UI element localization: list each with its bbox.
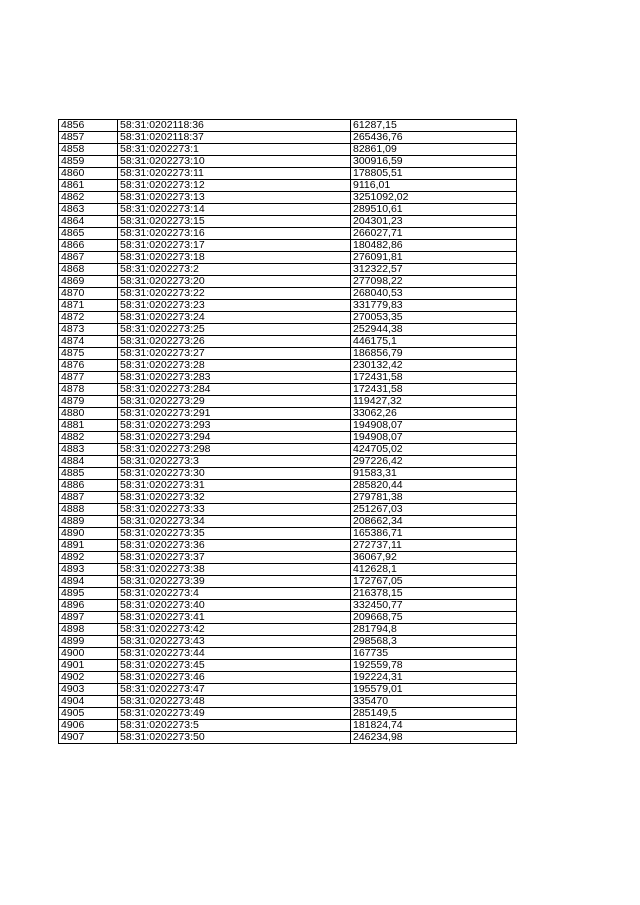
row-number-cell: 4889 <box>59 516 118 528</box>
row-number-cell: 4905 <box>59 708 118 720</box>
row-number-cell: 4867 <box>59 252 118 264</box>
cadastral-number-cell: 58:31:0202273:50 <box>118 732 351 744</box>
cadastral-number-cell: 58:31:0202273:15 <box>118 216 351 228</box>
value-cell: 276091,81 <box>351 252 517 264</box>
cadastral-number-cell: 58:31:0202273:22 <box>118 288 351 300</box>
table-row <box>59 576 517 588</box>
cadastral-number-cell: 58:31:0202273:37 <box>118 552 351 564</box>
cadastral-number-cell: 58:31:0202273:29 <box>118 396 351 408</box>
cadastral-number-cell: 58:31:0202273:26 <box>118 336 351 348</box>
row-number-cell: 4882 <box>59 432 118 444</box>
row-number-cell: 4902 <box>59 672 118 684</box>
table-body <box>59 120 517 744</box>
table-row <box>59 324 517 336</box>
value-cell: 172431,58 <box>351 384 517 396</box>
value-cell: 246234,98 <box>351 732 517 744</box>
table-row <box>59 720 517 732</box>
table-row <box>59 216 517 228</box>
value-cell: 312322,57 <box>351 264 517 276</box>
row-number-cell: 4884 <box>59 456 118 468</box>
cadastral-number-cell: 58:31:0202273:46 <box>118 672 351 684</box>
row-number-cell: 4857 <box>59 132 118 144</box>
table-row <box>59 168 517 180</box>
cadastral-number-cell: 58:31:0202273:45 <box>118 660 351 672</box>
value-cell: 192224,31 <box>351 672 517 684</box>
value-cell: 192559,78 <box>351 660 517 672</box>
value-cell: 9116,01 <box>351 180 517 192</box>
table-row <box>59 228 517 240</box>
cadastral-number-cell: 58:31:0202273:38 <box>118 564 351 576</box>
table-row <box>59 552 517 564</box>
table-row <box>59 672 517 684</box>
value-cell: 3251092,02 <box>351 192 517 204</box>
row-number-cell: 4862 <box>59 192 118 204</box>
cadastral-number-cell: 58:31:0202273:298 <box>118 444 351 456</box>
table-row <box>59 144 517 156</box>
row-number-cell: 4861 <box>59 180 118 192</box>
value-cell: 424705,02 <box>351 444 517 456</box>
value-cell: 194908,07 <box>351 432 517 444</box>
row-number-cell: 4894 <box>59 576 118 588</box>
cadastral-number-cell: 58:31:0202273:14 <box>118 204 351 216</box>
cadastral-number-cell: 58:31:0202273:42 <box>118 624 351 636</box>
row-number-cell: 4890 <box>59 528 118 540</box>
cadastral-number-cell: 58:31:0202273:31 <box>118 480 351 492</box>
row-number-cell: 4898 <box>59 624 118 636</box>
cadastral-number-cell: 58:31:0202273:43 <box>118 636 351 648</box>
table-row <box>59 456 517 468</box>
row-number-cell: 4873 <box>59 324 118 336</box>
row-number-cell: 4897 <box>59 612 118 624</box>
value-cell: 285149,5 <box>351 708 517 720</box>
table-row <box>59 696 517 708</box>
value-cell: 91583,31 <box>351 468 517 480</box>
cadastral-number-cell: 58:31:0202273:1 <box>118 144 351 156</box>
cadastral-number-cell: 58:31:0202273:10 <box>118 156 351 168</box>
value-cell: 335470 <box>351 696 517 708</box>
cadastral-number-cell: 58:31:0202273:25 <box>118 324 351 336</box>
row-number-cell: 4864 <box>59 216 118 228</box>
row-number-cell: 4858 <box>59 144 118 156</box>
table-row <box>59 612 517 624</box>
row-number-cell: 4900 <box>59 648 118 660</box>
row-number-cell: 4903 <box>59 684 118 696</box>
value-cell: 194908,07 <box>351 420 517 432</box>
table-row <box>59 516 517 528</box>
value-cell: 178805,51 <box>351 168 517 180</box>
value-cell: 209668,75 <box>351 612 517 624</box>
row-number-cell: 4859 <box>59 156 118 168</box>
row-number-cell: 4906 <box>59 720 118 732</box>
row-number-cell: 4865 <box>59 228 118 240</box>
value-cell: 446175,1 <box>351 336 517 348</box>
value-cell: 172767,05 <box>351 576 517 588</box>
row-number-cell: 4901 <box>59 660 118 672</box>
row-number-cell: 4904 <box>59 696 118 708</box>
value-cell: 268040,53 <box>351 288 517 300</box>
value-cell: 180482,86 <box>351 240 517 252</box>
row-number-cell: 4866 <box>59 240 118 252</box>
row-number-cell: 4899 <box>59 636 118 648</box>
row-number-cell: 4868 <box>59 264 118 276</box>
table-row <box>59 312 517 324</box>
value-cell: 412628,1 <box>351 564 517 576</box>
cadastral-number-cell: 58:31:0202273:291 <box>118 408 351 420</box>
table-row <box>59 396 517 408</box>
cadastral-number-cell: 58:31:0202273:16 <box>118 228 351 240</box>
row-number-cell: 4877 <box>59 372 118 384</box>
value-cell: 252944,38 <box>351 324 517 336</box>
row-number-cell: 4875 <box>59 348 118 360</box>
table-row <box>59 528 517 540</box>
value-cell: 167735 <box>351 648 517 660</box>
cadastral-number-cell: 58:31:0202273:40 <box>118 600 351 612</box>
table-row <box>59 300 517 312</box>
value-cell: 266027,71 <box>351 228 517 240</box>
cadastral-number-cell: 58:31:0202273:2 <box>118 264 351 276</box>
table-row <box>59 132 517 144</box>
row-number-cell: 4878 <box>59 384 118 396</box>
cadastral-number-cell: 58:31:0202273:48 <box>118 696 351 708</box>
cadastral-number-cell: 58:31:0202273:34 <box>118 516 351 528</box>
cadastral-number-cell: 58:31:0202273:27 <box>118 348 351 360</box>
table-row <box>59 444 517 456</box>
table-row <box>59 492 517 504</box>
value-cell: 33062,26 <box>351 408 517 420</box>
table-row <box>59 180 517 192</box>
table-row <box>59 276 517 288</box>
cadastral-number-cell: 58:31:0202273:11 <box>118 168 351 180</box>
table-row <box>59 648 517 660</box>
cadastral-number-cell: 58:31:0202273:20 <box>118 276 351 288</box>
cadastral-number-cell: 58:31:0202273:44 <box>118 648 351 660</box>
value-cell: 285820,44 <box>351 480 517 492</box>
value-cell: 172431,58 <box>351 372 517 384</box>
table-row <box>59 420 517 432</box>
table-row <box>59 504 517 516</box>
row-number-cell: 4863 <box>59 204 118 216</box>
table-row <box>59 588 517 600</box>
table-row <box>59 480 517 492</box>
table-row <box>59 264 517 276</box>
table-row <box>59 360 517 372</box>
value-cell: 230132,42 <box>351 360 517 372</box>
table-row <box>59 624 517 636</box>
value-cell: 61287,15 <box>351 120 517 132</box>
cadastral-number-cell: 58:31:0202273:32 <box>118 492 351 504</box>
data-table <box>58 119 517 744</box>
table-row <box>59 288 517 300</box>
value-cell: 298568,3 <box>351 636 517 648</box>
value-cell: 331779,83 <box>351 300 517 312</box>
cadastral-number-cell: 58:31:0202273:41 <box>118 612 351 624</box>
value-cell: 216378,15 <box>351 588 517 600</box>
cadastral-number-cell: 58:31:0202273:12 <box>118 180 351 192</box>
table-row <box>59 684 517 696</box>
table-row <box>59 120 517 132</box>
value-cell: 186856,79 <box>351 348 517 360</box>
table-row <box>59 336 517 348</box>
cadastral-number-cell: 58:31:0202118:36 <box>118 120 351 132</box>
row-number-cell: 4887 <box>59 492 118 504</box>
row-number-cell: 4892 <box>59 552 118 564</box>
table-row <box>59 372 517 384</box>
table-row <box>59 204 517 216</box>
table-row <box>59 636 517 648</box>
row-number-cell: 4881 <box>59 420 118 432</box>
value-cell: 165386,71 <box>351 528 517 540</box>
table-row <box>59 384 517 396</box>
table-row <box>59 348 517 360</box>
cadastral-number-cell: 58:31:0202273:24 <box>118 312 351 324</box>
table-row <box>59 732 517 744</box>
row-number-cell: 4869 <box>59 276 118 288</box>
value-cell: 265436,76 <box>351 132 517 144</box>
cadastral-number-cell: 58:31:0202273:3 <box>118 456 351 468</box>
cadastral-number-cell: 58:31:0202118:37 <box>118 132 351 144</box>
value-cell: 281794,8 <box>351 624 517 636</box>
cadastral-number-cell: 58:31:0202273:36 <box>118 540 351 552</box>
cadastral-number-cell: 58:31:0202273:17 <box>118 240 351 252</box>
cadastral-number-cell: 58:31:0202273:4 <box>118 588 351 600</box>
row-number-cell: 4860 <box>59 168 118 180</box>
value-cell: 277098,22 <box>351 276 517 288</box>
value-cell: 204301,23 <box>351 216 517 228</box>
row-number-cell: 4880 <box>59 408 118 420</box>
value-cell: 272737,11 <box>351 540 517 552</box>
row-number-cell: 4870 <box>59 288 118 300</box>
value-cell: 279781,38 <box>351 492 517 504</box>
value-cell: 119427,32 <box>351 396 517 408</box>
cadastral-number-cell: 58:31:0202273:13 <box>118 192 351 204</box>
value-cell: 181824,74 <box>351 720 517 732</box>
table-row <box>59 468 517 480</box>
table-row <box>59 600 517 612</box>
row-number-cell: 4885 <box>59 468 118 480</box>
value-cell: 195579,01 <box>351 684 517 696</box>
value-cell: 300916,59 <box>351 156 517 168</box>
cadastral-number-cell: 58:31:0202273:294 <box>118 432 351 444</box>
row-number-cell: 4871 <box>59 300 118 312</box>
table-row <box>59 240 517 252</box>
table-row <box>59 660 517 672</box>
row-number-cell: 4896 <box>59 600 118 612</box>
row-number-cell: 4856 <box>59 120 118 132</box>
row-number-cell: 4891 <box>59 540 118 552</box>
table-row <box>59 408 517 420</box>
table-row <box>59 708 517 720</box>
value-cell: 289510,61 <box>351 204 517 216</box>
row-number-cell: 4907 <box>59 732 118 744</box>
row-number-cell: 4888 <box>59 504 118 516</box>
row-number-cell: 4874 <box>59 336 118 348</box>
cadastral-number-cell: 58:31:0202273:293 <box>118 420 351 432</box>
table-row <box>59 252 517 264</box>
value-cell: 332450,77 <box>351 600 517 612</box>
table-row <box>59 540 517 552</box>
cadastral-number-cell: 58:31:0202273:47 <box>118 684 351 696</box>
cadastral-number-cell: 58:31:0202273:30 <box>118 468 351 480</box>
cadastral-number-cell: 58:31:0202273:283 <box>118 372 351 384</box>
value-cell: 36067,92 <box>351 552 517 564</box>
value-cell: 270053,35 <box>351 312 517 324</box>
cadastral-number-cell: 58:31:0202273:18 <box>118 252 351 264</box>
table-row <box>59 432 517 444</box>
row-number-cell: 4895 <box>59 588 118 600</box>
row-number-cell: 4886 <box>59 480 118 492</box>
value-cell: 82861,09 <box>351 144 517 156</box>
row-number-cell: 4883 <box>59 444 118 456</box>
table-row <box>59 192 517 204</box>
value-cell: 251267,03 <box>351 504 517 516</box>
cadastral-number-cell: 58:31:0202273:39 <box>118 576 351 588</box>
table-row <box>59 564 517 576</box>
cadastral-number-cell: 58:31:0202273:49 <box>118 708 351 720</box>
row-number-cell: 4876 <box>59 360 118 372</box>
row-number-cell: 4872 <box>59 312 118 324</box>
table-row <box>59 156 517 168</box>
cadastral-number-cell: 58:31:0202273:5 <box>118 720 351 732</box>
cadastral-number-cell: 58:31:0202273:35 <box>118 528 351 540</box>
cadastral-number-cell: 58:31:0202273:28 <box>118 360 351 372</box>
cadastral-number-cell: 58:31:0202273:23 <box>118 300 351 312</box>
value-cell: 297226,42 <box>351 456 517 468</box>
cadastral-number-cell: 58:31:0202273:33 <box>118 504 351 516</box>
row-number-cell: 4879 <box>59 396 118 408</box>
value-cell: 208662,34 <box>351 516 517 528</box>
row-number-cell: 4893 <box>59 564 118 576</box>
cadastral-number-cell: 58:31:0202273:284 <box>118 384 351 396</box>
